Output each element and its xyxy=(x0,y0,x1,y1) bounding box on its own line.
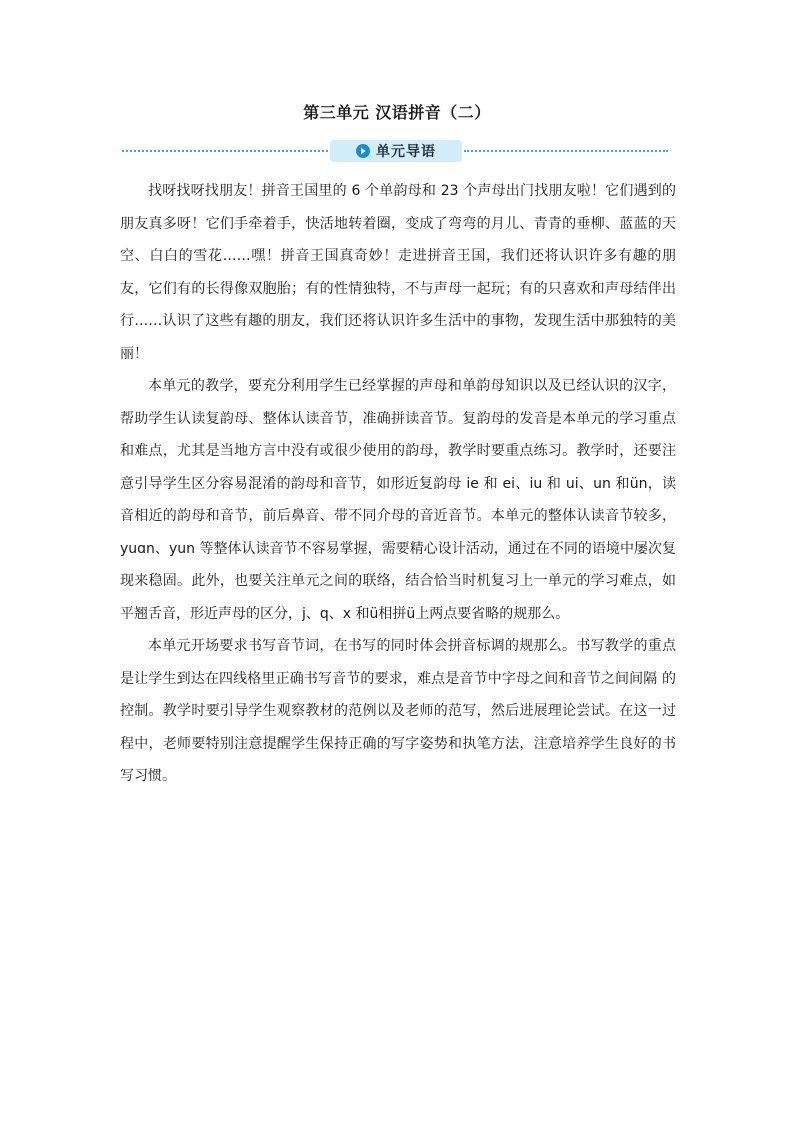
section-label: 单元导语 xyxy=(376,144,436,160)
paragraph-intro: 找呀找呀找朋友！拼音王国里的 6 个单韵母和 23 个声母出门找朋友啦！它们遇到的朋友真多呀！它们手牵着手，快活地转着圈，变成了弯弯的月儿、青青的垂柳、蓝蓝的天空、白白的雪花……嘿！拼音王国真奇妙！走进拼音王国，我们还将认识许多有趣的朋友，它们有的长得像双胞胎；有的性情独特，不与声母一起玩；有的只喜欢和声母结伴出行……认识了这些有趣的朋友，我们还将认识许多生活中的事物，发现生活中那独特的美丽！ xyxy=(120,183,676,362)
section-banner xyxy=(122,140,668,162)
dotted-divider-left xyxy=(122,150,328,152)
paragraph-teaching: 本单元的教学，要充分利用学生已经掌握的声母和单韵母知识以及已经认识的汉字，帮助学生认读复韵母、整体认读音节，准确拼读音节。复韵母的发音是本单元的学习重点和难点，尤其是当地方言中没有或很少使用的韵母，教学时要重点练习。教学时，还要注意引导学生区分容易混淆的韵母和音节，如形近复韵母 ie 和 ei、iu 和 ui、un 和ün，读音相近的韵母和音节，前后鼻音、带不同介母的音近音节。本单元的整体认读音节较多，yuɑn、yun 等整体认读音节不容易掌握，需要精心设计活动，通过在不同的语境中屡次复现来稳固。此外，也要关注单元之间的联络，结合恰当时机复习上一单元的学习难点，如平翘舌音，形近声母的区分，j、q、x 和ü相拼ü上两点要省略的规那么。 xyxy=(120,378,676,622)
section-tab xyxy=(330,140,462,162)
chevron-right-icon xyxy=(356,144,370,158)
document-body xyxy=(120,175,676,793)
paragraph-writing: 本单元开场要求书写音节词，在书写的同时体会拼音标调的规那么。书写教学的重点是让学生到达在四线格里正确书写音节的要求，难点是音节中字母之间和音节之间间隔 的控制。教学时要引导学生观察教材的范例以及老师的范写，然后进展理论尝试。在这一过程中，老师要特别注意提醒学生保持正确的写字姿势和执笔方法，注意培养学生良好的书写习惯。 xyxy=(120,638,676,784)
page-title: 第三单元 汉语拼音（二） xyxy=(303,103,491,122)
dotted-divider-right xyxy=(464,150,668,152)
